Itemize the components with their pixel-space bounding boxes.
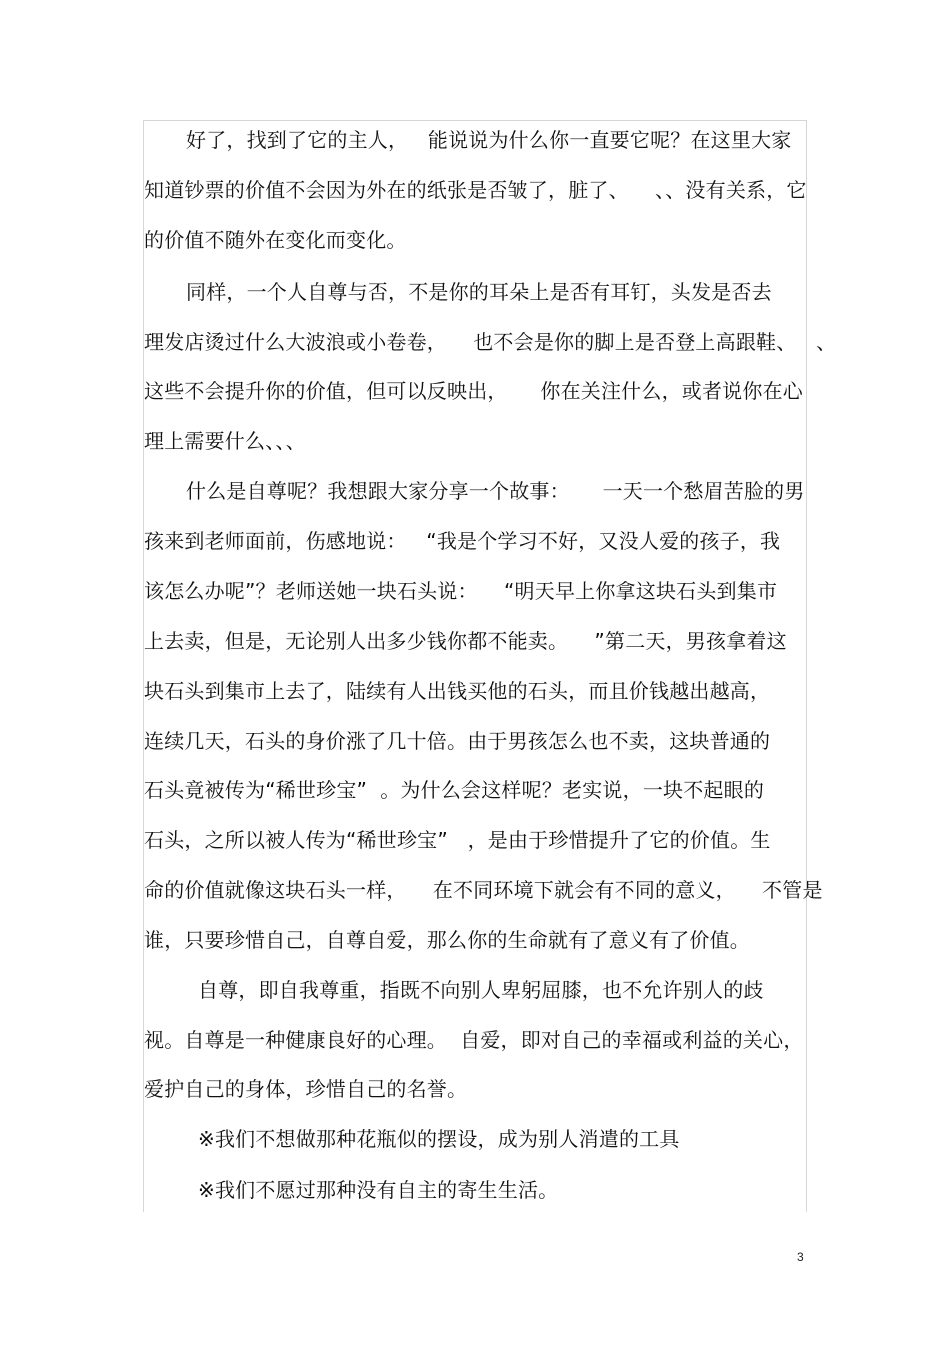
text-line: 视。自尊是一种健康良好的心理。 自爱，即对自己的幸福或利益的关心，: [144, 1028, 804, 1052]
page-number: 3: [797, 1250, 804, 1264]
page-frame-top-border: [143, 120, 807, 121]
text-line: 谁，只要珍惜自己，自尊自爱，那么你的生命就有了意义有了价值。: [144, 928, 750, 952]
text-line: 石头，之所以被人传为“稀世珍宝” ，是由于珍惜提升了它的价值。生: [144, 828, 771, 852]
text-line: 连续几天，石头的身价涨了几十倍。由于男孩怎么也不卖，这块普通的: [144, 729, 771, 753]
text-line: ※我们不愿过那种没有自主的寄生生活。: [198, 1178, 559, 1202]
text-line: 理发店烫过什么大波浪或小卷卷， 也不会是你的脚上是否登上高跟鞋、 、: [144, 330, 837, 354]
text-line: 好了，找到了它的主人， 能说说为什么你一直要它呢？在这里大家: [186, 128, 792, 152]
text-line: 孩来到老师面前，伤感地说： “我是个学习不好，又没人爱的孩子，我: [144, 529, 781, 553]
page-frame-right-border: [806, 120, 807, 1212]
text-line: 同样，一个人自尊与否，不是你的耳朵上是否有耳钉，头发是否去: [186, 280, 772, 304]
text-line: 命的价值就像这块石头一样， 在不同环境下就会有不同的意义， 不管是: [144, 878, 823, 902]
text-line: 的价值不随外在变化而变化。: [144, 228, 407, 252]
text-line: 这些不会提升你的价值，但可以反映出， 你在关注什么，或者说你在心: [144, 379, 803, 403]
text-line: 上去卖，但是，无论别人出多少钱你都不能卖。 ”第二天，男孩拿着这: [144, 629, 787, 653]
text-line: 理上需要什么、、、: [144, 429, 306, 453]
text-line: 爱护自己的身体，珍惜自己的名誉。: [144, 1077, 468, 1101]
text-line: 自尊，即自我尊重，指既不向别人卑躬屈膝，也不允许别人的歧: [198, 978, 764, 1002]
text-line: 什么是自尊呢？我想跟大家分享一个故事： 一天一个愁眉苦脸的男: [186, 479, 805, 503]
text-line: 知道钞票的价值不会因为外在的纸张是否皱了，脏了、 、、没有关系，它: [144, 178, 807, 202]
text-line: ※我们不想做那种花瓶似的摆设，成为别人消遣的工具: [198, 1127, 680, 1151]
text-line: 块石头到集市上去了，陆续有人出钱买他的石头，而且价钱越出越高，: [144, 679, 771, 703]
text-line: 该怎么办呢”？老师送她一块石头说： “明天早上你拿这块石头到集市: [144, 579, 778, 603]
text-line: 石头竟被传为“稀世珍宝” 。为什么会这样呢？老实说，一块不起眼的: [144, 778, 765, 802]
